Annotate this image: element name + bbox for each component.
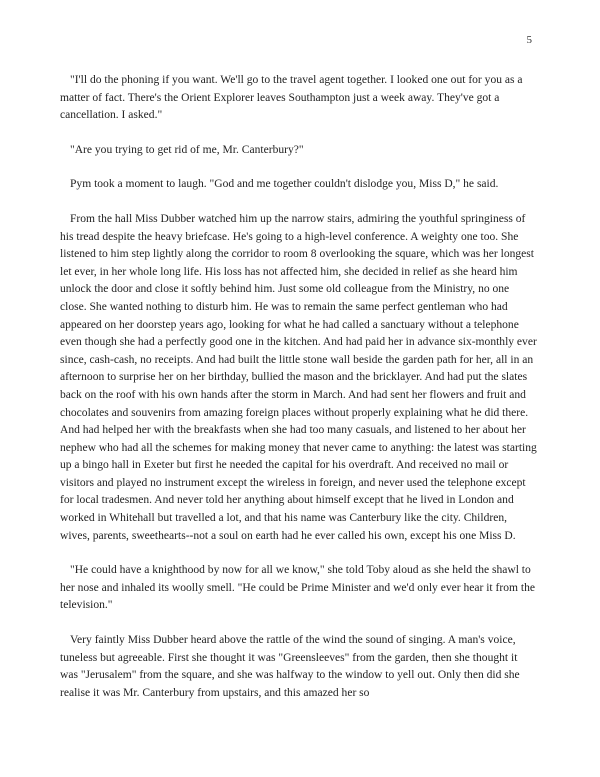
paragraph-5: "He could have a knighthood by now for all we know," she told Toby aloud as she held the shawl to her nose and inhaled its woolly smell. "He could be Prime Minister and we'd only ever hear it from the television." — [60, 564, 535, 612]
paragraph-4: From the hall Miss Dubber watched him up the narrow stairs, admiring the youthful springiness of his tread despite the heavy briefcase. He's going to a high-level conference. A weighty one too. She listened to him step lightly along the corridor to room 8 overlooking the square, which was her longest let ever, in her whole long life. His loss has not affected him, she decided in relief as she heard him unlock the door and close it softly behind him. Just some old colleague from the Ministry, no one close. She wanted nothing to disturb him. He was to remain the same perfect gentleman who had appeared on her doorstep years ago, looking for what he had called a sanctuary without a telephone even though she had a perfectly good one in the kitchen. And had paid her in advance six-monthly ever since, cash-cash, no receipts. And had built the little stone wall beside the garden path for her, all in an afternoon to surprise her on her birthday, bullied the mason and the bricklayer. And had put the slates back on the roof with his own hands after the storm in March. And had sent her flowers and fruit and chocolates and souvenirs from amazing foreign places without properly explaining what he did there. And had helped her with the breakfasts when she had too many casuals, and listened to her about her nephew who had all the schemes for making money that never came to anything: the latest was starting up a bingo hall in Exeter but first he needed the capital for his overdraft. And received no mail or visitors and played no instrument except the wireless in foreign, and never used the telephone except for local tradesmen. And never told her anything about himself except that he lived in London and worked in Whitehall but travelled a lot, and that his name was Canterbury like the city. Children, wives, parents, sweethearts--not a soul on earth had he ever called his own, except his one Miss D. — [60, 212, 537, 542]
paragraph-2: "Are you trying to get rid of me, Mr. Canterbury?" — [70, 143, 304, 156]
paragraph-6: Very faintly Miss Dubber heard above the rattle of the wind the sound of singing. A man's voice, tuneless but agreeable. First she thought it was "Greensleeves" from the garden, then she thought it was "Jerusalem" from the square, and she was halfway to the window to yell out. Only then did she realise it was Mr. Canterbury from upstairs, and this amazed her so — [60, 634, 520, 699]
paragraph-1: "I'll do the phoning if you want. We'll go to the travel agent together. I looked one out for you as a matter of fact. There's the Orient Explorer leaves Southampton just a week away. They've got a cancellation. I asked." — [60, 74, 523, 122]
text-body — [60, 72, 538, 719]
page-number: 5 — [526, 34, 532, 46]
paragraph-3: Pym took a moment to laugh. "God and me together couldn't dislodge you, Miss D," he said. — [70, 178, 499, 191]
